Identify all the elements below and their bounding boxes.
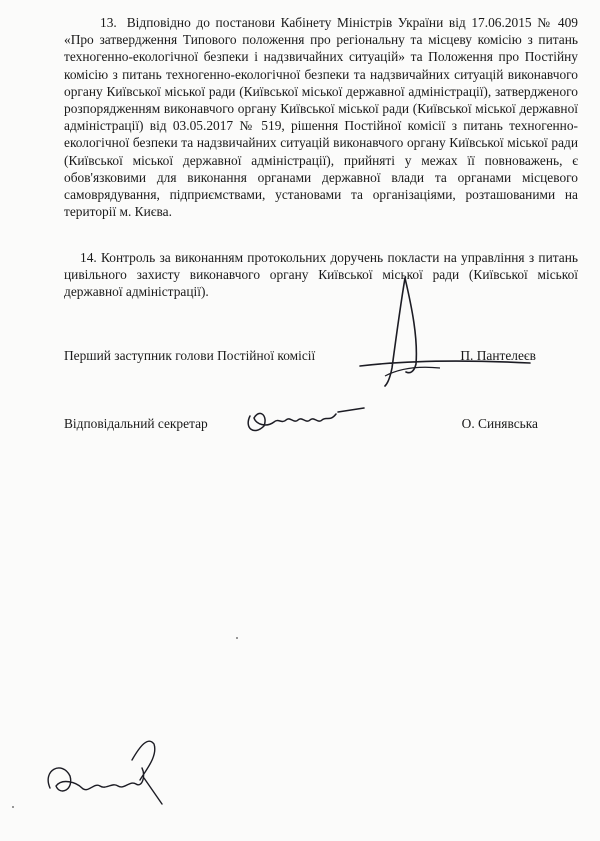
paragraph-13 bbox=[64, 14, 578, 220]
paragraph-14 bbox=[64, 249, 578, 301]
scan-speck bbox=[12, 806, 14, 808]
paragraph-number: 14. bbox=[80, 250, 97, 265]
signatory-role: Відповідальний секретар bbox=[64, 416, 208, 431]
signatory-name: О. Синявська bbox=[461, 416, 538, 431]
signatory-name: П. Пантелеєв bbox=[460, 348, 536, 363]
paragraph-number: 13. bbox=[100, 15, 117, 30]
paragraph-text: Відповідно до постанови Кабінету Міністрів України від 17.06.2015 № 409 «Про затвердження Типового положення про регіональну та місцеву комісію з питань техногенно-екологічної безпеки і надзвичайних ситуацій» та Положення про Постійну комісію з питань техногенно-екологічної безпеки та надзвичайних ситуацій виконавчого органу Київської міської ради (Київської міської державної адміністрації), затвердженого розпорядженням виконавчого органу Київської міської ради (Київської міської державної адміністрації) від 03.05.2017 № 519, рішення Постійної комісії з питань техногенно-екологічної безпеки та надзвичайних ситуацій виконавчого органу Київської міської ради (Київської міської державної адміністрації), прийняті у межах її повноважень, є обов'язковими для виконання органами державної влади та органами місцевого самоврядування, підприємствами, установами та організаціями, розташованими на території м. Києва. bbox=[64, 15, 578, 220]
handwritten-signature-syniavska bbox=[240, 398, 370, 443]
signatory-role: Перший заступник голови Постійної комісії bbox=[64, 348, 316, 363]
approval-signature-scribble bbox=[36, 730, 176, 820]
scan-speck bbox=[236, 637, 238, 639]
paragraph-text: Контроль за виконанням протокольних доручень покласти на управління з питань цивільного захисту виконавчого органу Київської міської ради (Київської міської державної адміністрації). bbox=[64, 250, 578, 300]
